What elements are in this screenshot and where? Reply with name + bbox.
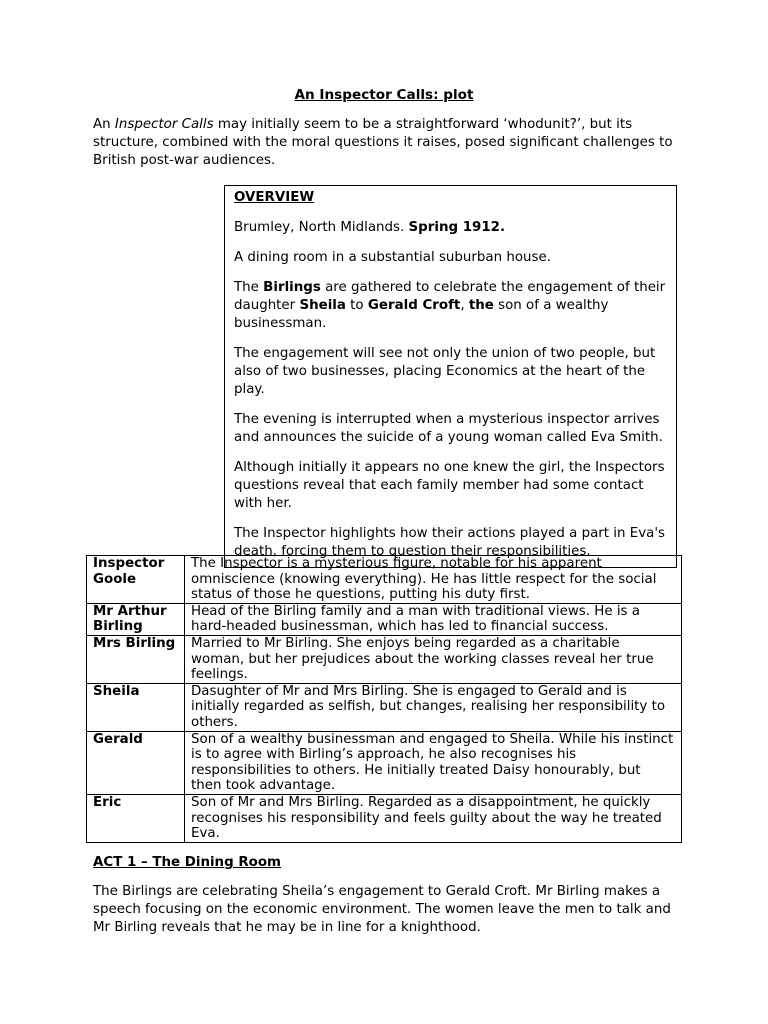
character-description: Head of the Birling family and a man with traditional views. He is a hard-headed businessman, which has led to financial success. [185, 603, 682, 635]
character-description: Dasughter of Mr and Mrs Birling. She is engaged to Gerald and is initially regarded as selfish, but changes, realising her responsibility to others. [185, 683, 682, 731]
table-row [87, 794, 682, 842]
intro-prefix: An [93, 117, 115, 132]
overview-contact: Although initially it appears no one knew the girl, the Inspectors questions reveal that each family member had some contact with her. [234, 460, 665, 511]
overview-highlight: The Inspector highlights how their actions played a part in Eva's death, forcing them to question their responsibilities. [234, 526, 666, 559]
overview-heading: OVERVIEW [234, 190, 315, 205]
character-description: Son of a wealthy businessman and engaged to Sheila. While his instinct is to agree with Birling’s approach, he also recognises his responsibilities to others. He initially treated Daisy honourably, but then took advantage. [185, 731, 682, 794]
table-row [87, 683, 682, 731]
table-row [87, 635, 682, 683]
birlings-text-4: , [460, 298, 469, 313]
birlings-text-2: are gathered to celebrate the engagement of their daughter [234, 280, 666, 313]
birlings-text-5: son of a wealthy businessman. [234, 298, 609, 331]
character-name: Gerald [87, 731, 185, 794]
table-row [87, 603, 682, 635]
birlings-bold-1: Birlings [263, 280, 321, 295]
setting-time: Spring 1912. [408, 220, 506, 235]
character-name: Inspector Goole [87, 556, 185, 604]
birlings-bold-3: Gerald Croft [367, 298, 461, 313]
character-name: Sheila [87, 683, 185, 731]
overview-box [224, 185, 677, 568]
birlings-text-1: The [234, 280, 264, 295]
act1-heading: ACT 1 – The Dining Room [93, 855, 282, 870]
intro-play-title: Inspector Calls [114, 117, 214, 132]
character-description: Married to Mr Birling. She enjoys being regarded as a charitable woman, but her prejudices about the working classes reveal her true feelings. [185, 635, 682, 683]
character-description: Son of Mr and Mrs Birling. Regarded as a disappointment, he quickly recognises his responsibility and feels guilty about the way he treated Eva. [185, 794, 682, 842]
overview-location: A dining room in a substantial suburban house. [234, 250, 551, 265]
birlings-bold-4: the [468, 298, 494, 313]
character-name: Eric [87, 794, 185, 842]
character-name: Mr Arthur Birling [87, 603, 185, 635]
overview-setting [234, 219, 667, 237]
overview-interruption: The evening is interrupted when a mysterious inspector arrives and announces the suicide of a young woman called Eva Smith. [234, 412, 663, 445]
overview-birlings [234, 279, 667, 333]
birlings-bold-2: Sheila [299, 298, 346, 313]
act1-paragraph: The Birlings are celebrating Sheila’s engagement to Gerald Croft. Mr Birling makes a speech focusing on the economic environment. The women leave the men to talk and Mr Birling reveals that he may be in line for a knighthood. [93, 884, 671, 935]
intro-suffix: may initially seem to be a straightforward ‘whodunit?’, but its structure, combined with the moral questions it raises, posed significant challenges to British post-war audiences. [93, 117, 673, 168]
setting-place: Brumley, North Midlands. [234, 220, 409, 235]
intro-paragraph [93, 116, 683, 170]
document-title: An Inspector Calls: plot [294, 87, 474, 103]
table-row [87, 556, 682, 604]
character-name: Mrs Birling [87, 635, 185, 683]
table-row [87, 731, 682, 794]
characters-table [86, 555, 682, 843]
character-description: The Inspector is a mysterious figure, notable for his apparent omniscience (knowing everything). He has little respect for the social status of those he questions, putting his duty first. [185, 556, 682, 604]
birlings-text-3: to [345, 298, 368, 313]
overview-engagement: The engagement will see not only the union of two people, but also of two businesses, placing Economics at the heart of the play. [234, 346, 656, 397]
